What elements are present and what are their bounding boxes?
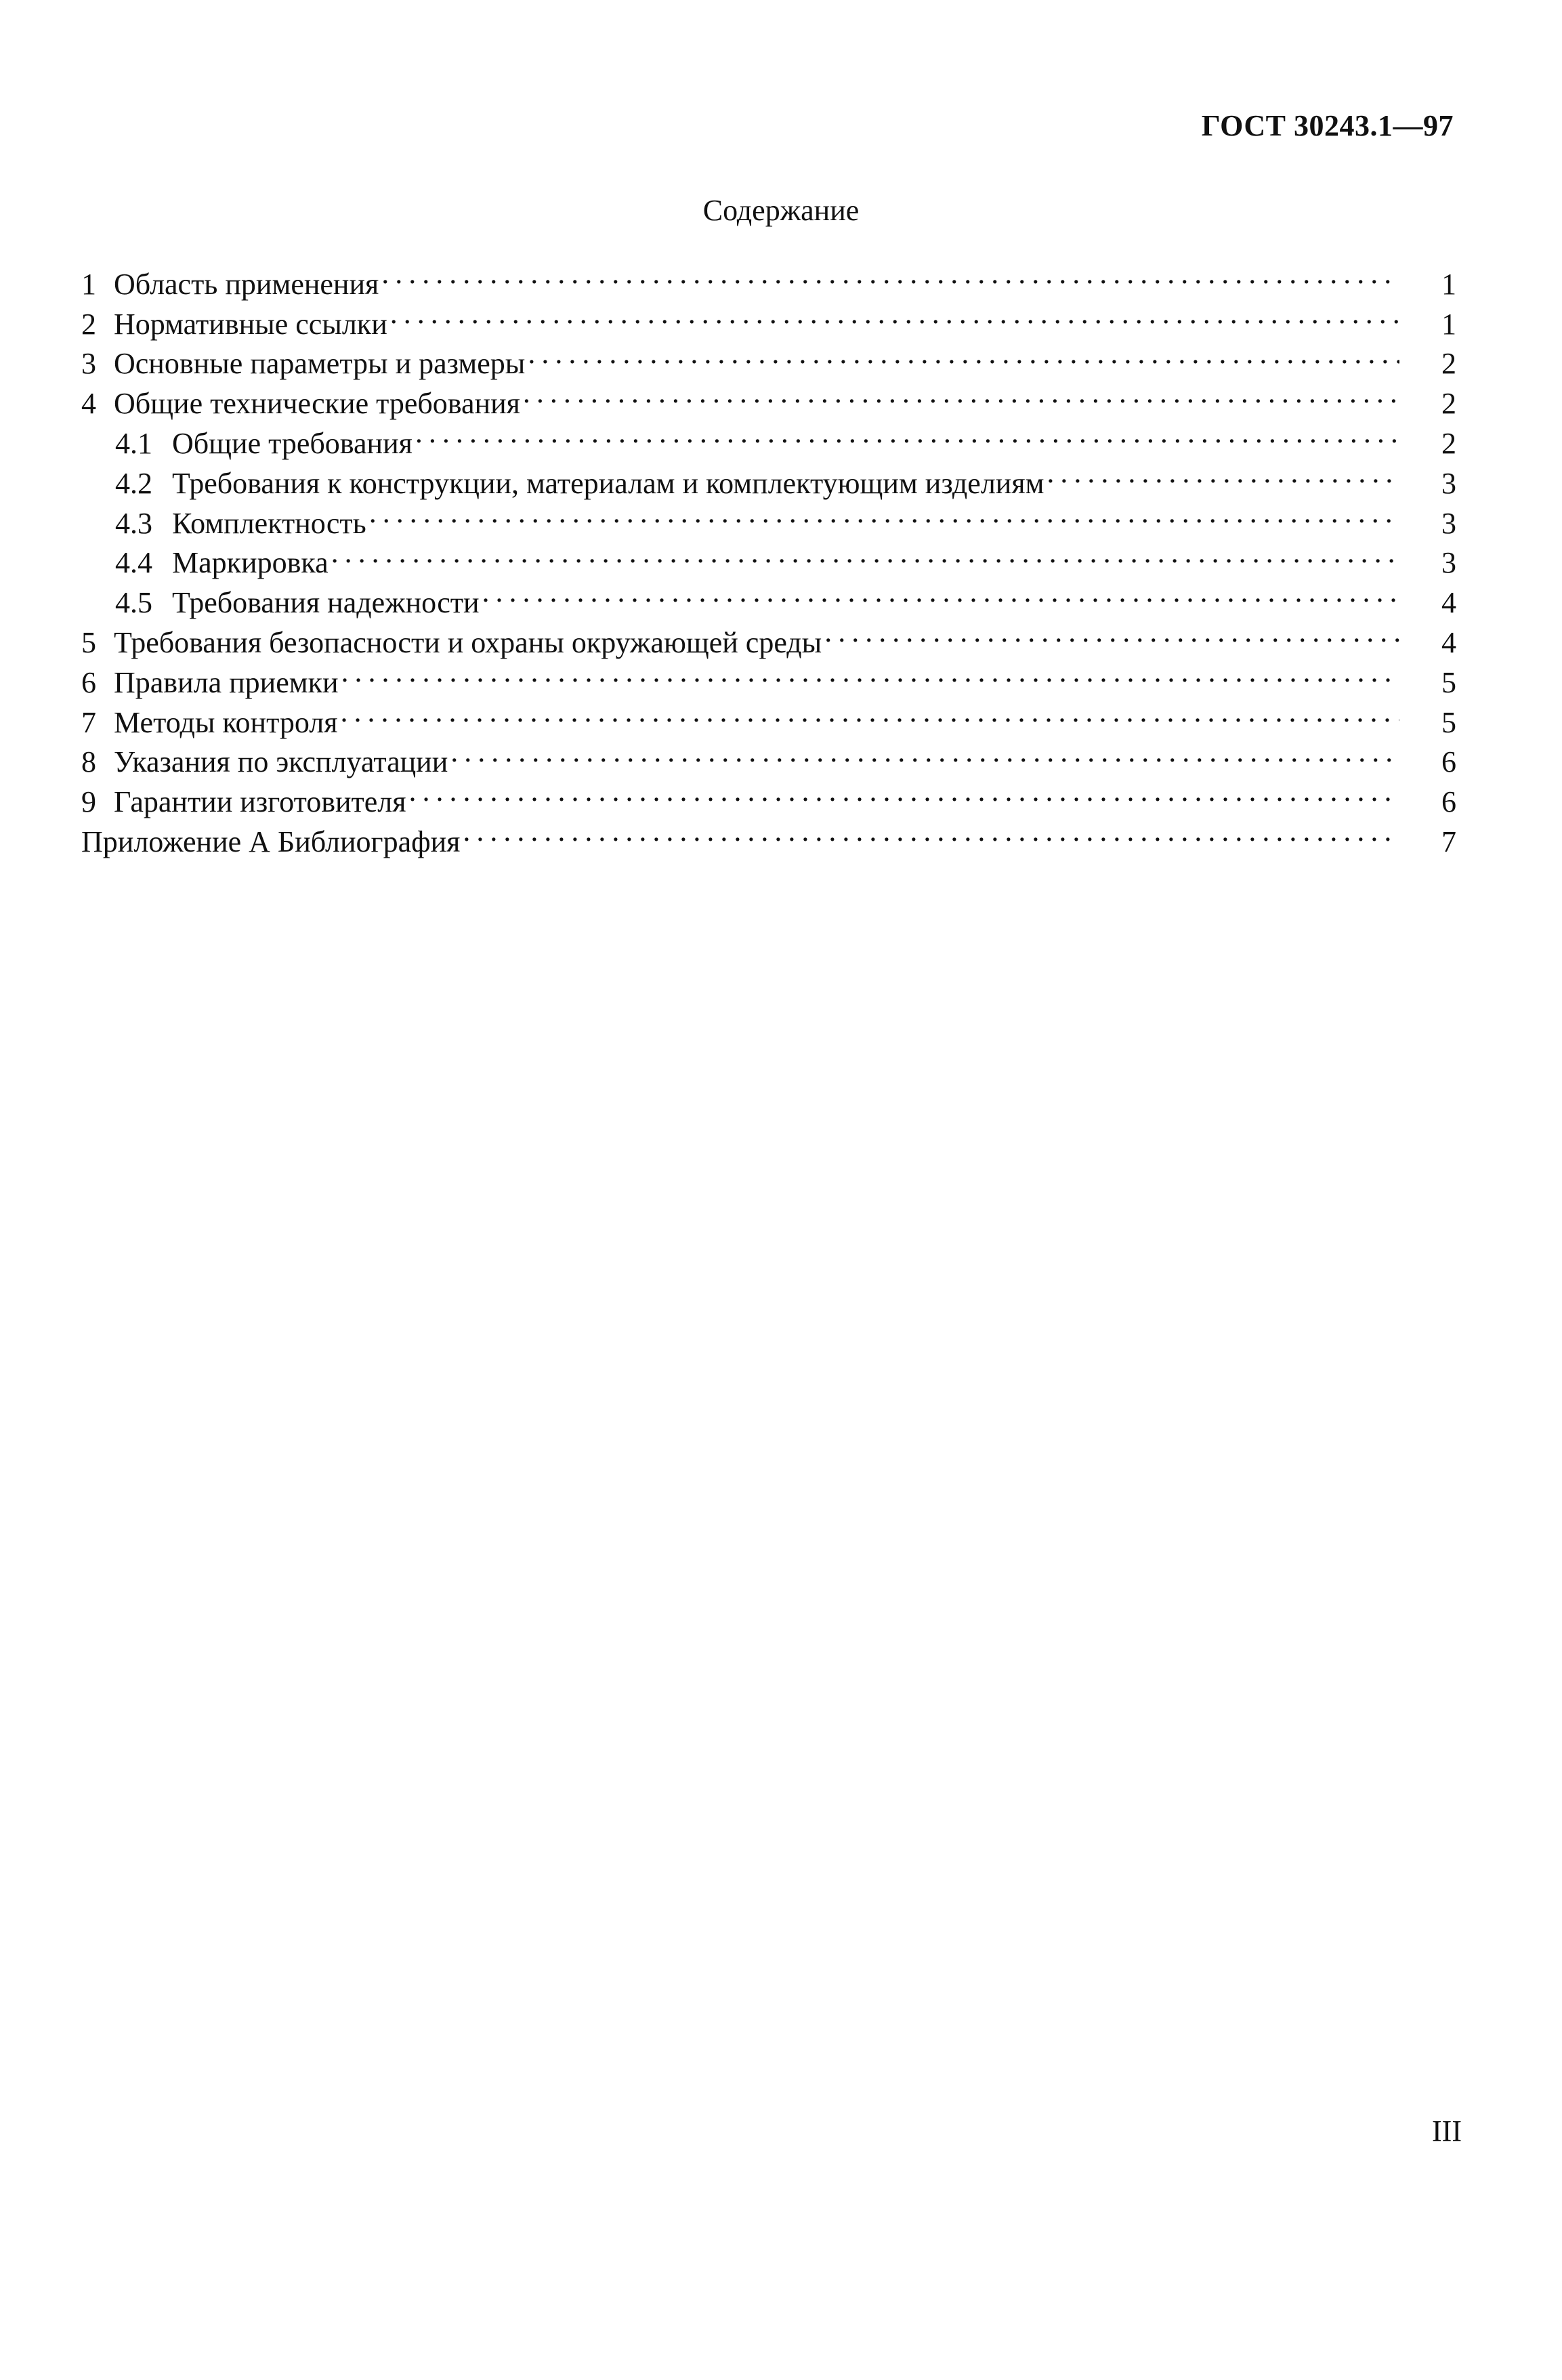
toc-entry-page: 4 xyxy=(1441,625,1456,659)
toc-entry-page: 6 xyxy=(1441,785,1456,819)
toc-entry-page: 4 xyxy=(1441,586,1456,620)
toc-entry-label: Правила приемки xyxy=(114,665,339,699)
toc-entry-number: 4.2 xyxy=(115,466,152,500)
toc-entry-page: 6 xyxy=(1441,745,1456,779)
toc-entry-page: 2 xyxy=(1441,387,1456,421)
toc-entry-label: Требования надежности xyxy=(172,586,480,620)
toc-entry-page: 1 xyxy=(1441,267,1456,301)
toc-entry-label: Основные параметры и размеры xyxy=(114,347,526,381)
toc-entry-label: Нормативные ссылки xyxy=(114,307,387,341)
toc-entry-number: 4.1 xyxy=(115,426,152,460)
toc-entry-number: 4 xyxy=(81,387,96,421)
toc-entry-label: Требования к конструкции, материалам и комплектующим изделиям xyxy=(172,466,1044,500)
toc-entry-number: 7 xyxy=(81,705,96,739)
toc-leader-dots xyxy=(528,334,1399,374)
toc-entry-page: 3 xyxy=(1441,546,1456,580)
toc-entry-label: Методы контроля xyxy=(114,705,338,739)
toc-entry-label: Гарантии изготовителя xyxy=(114,785,406,819)
toc-leader-dots xyxy=(482,572,1399,612)
toc-entry-label: Комплектность xyxy=(172,506,366,540)
document-code: ГОСТ 30243.1—97 xyxy=(1201,109,1454,142)
toc-entry-number: 4.5 xyxy=(115,586,152,620)
toc-entry-label: Приложение А Библиография xyxy=(81,824,461,858)
toc-entry-page: 2 xyxy=(1441,347,1456,381)
toc-entry-number: 4.3 xyxy=(115,506,152,540)
toc-entry-page: 3 xyxy=(1441,466,1456,500)
toc-entry-label: Общие технические требования xyxy=(114,387,520,421)
toc-leader-dots xyxy=(450,732,1399,772)
toc-entry-number: 2 xyxy=(81,307,96,341)
toc-entry-page: 5 xyxy=(1441,665,1456,699)
toc-entry-number: 1 xyxy=(81,267,96,301)
toc-entry[interactable] xyxy=(81,254,1456,301)
toc-leader-dots xyxy=(341,652,1399,692)
toc-leader-dots xyxy=(1047,453,1399,493)
toc-leader-dots xyxy=(415,413,1399,453)
toc-entry-label: Требования безопасности и охраны окружающей среды xyxy=(114,625,822,659)
toc-leader-dots xyxy=(409,772,1400,812)
toc-entry-number: 3 xyxy=(81,347,96,381)
toc-entry-number: 6 xyxy=(81,665,96,699)
toc-entry-label: Область применения xyxy=(114,267,379,301)
table-of-contents xyxy=(81,254,1456,858)
toc-leader-dots xyxy=(381,254,1399,294)
toc-leader-dots xyxy=(390,294,1399,334)
toc-entry-page: 7 xyxy=(1441,824,1456,858)
toc-leader-dots xyxy=(824,612,1399,652)
toc-leader-dots xyxy=(463,812,1399,852)
toc-entry-page: 3 xyxy=(1441,506,1456,540)
toc-entry-number: 4.4 xyxy=(115,546,152,580)
toc-leader-dots xyxy=(340,692,1399,732)
toc-entry-page: 2 xyxy=(1441,426,1456,460)
page-number: III xyxy=(1432,2114,1462,2148)
toc-title: Содержание xyxy=(702,194,860,227)
toc-entry-number: 8 xyxy=(81,745,96,779)
toc-leader-dots xyxy=(331,533,1399,573)
toc-entry-number: 5 xyxy=(81,625,96,659)
toc-entry-label: Общие требования xyxy=(172,426,413,460)
toc-entry-label: Указания по эксплуатации xyxy=(114,745,448,779)
toc-leader-dots xyxy=(523,373,1399,413)
toc-entry-page: 5 xyxy=(1441,705,1456,739)
toc-entry-page: 1 xyxy=(1441,307,1456,341)
toc-entry-number: 9 xyxy=(81,785,96,819)
toc-leader-dots xyxy=(369,493,1399,533)
toc-entry-label: Маркировка xyxy=(172,546,329,580)
